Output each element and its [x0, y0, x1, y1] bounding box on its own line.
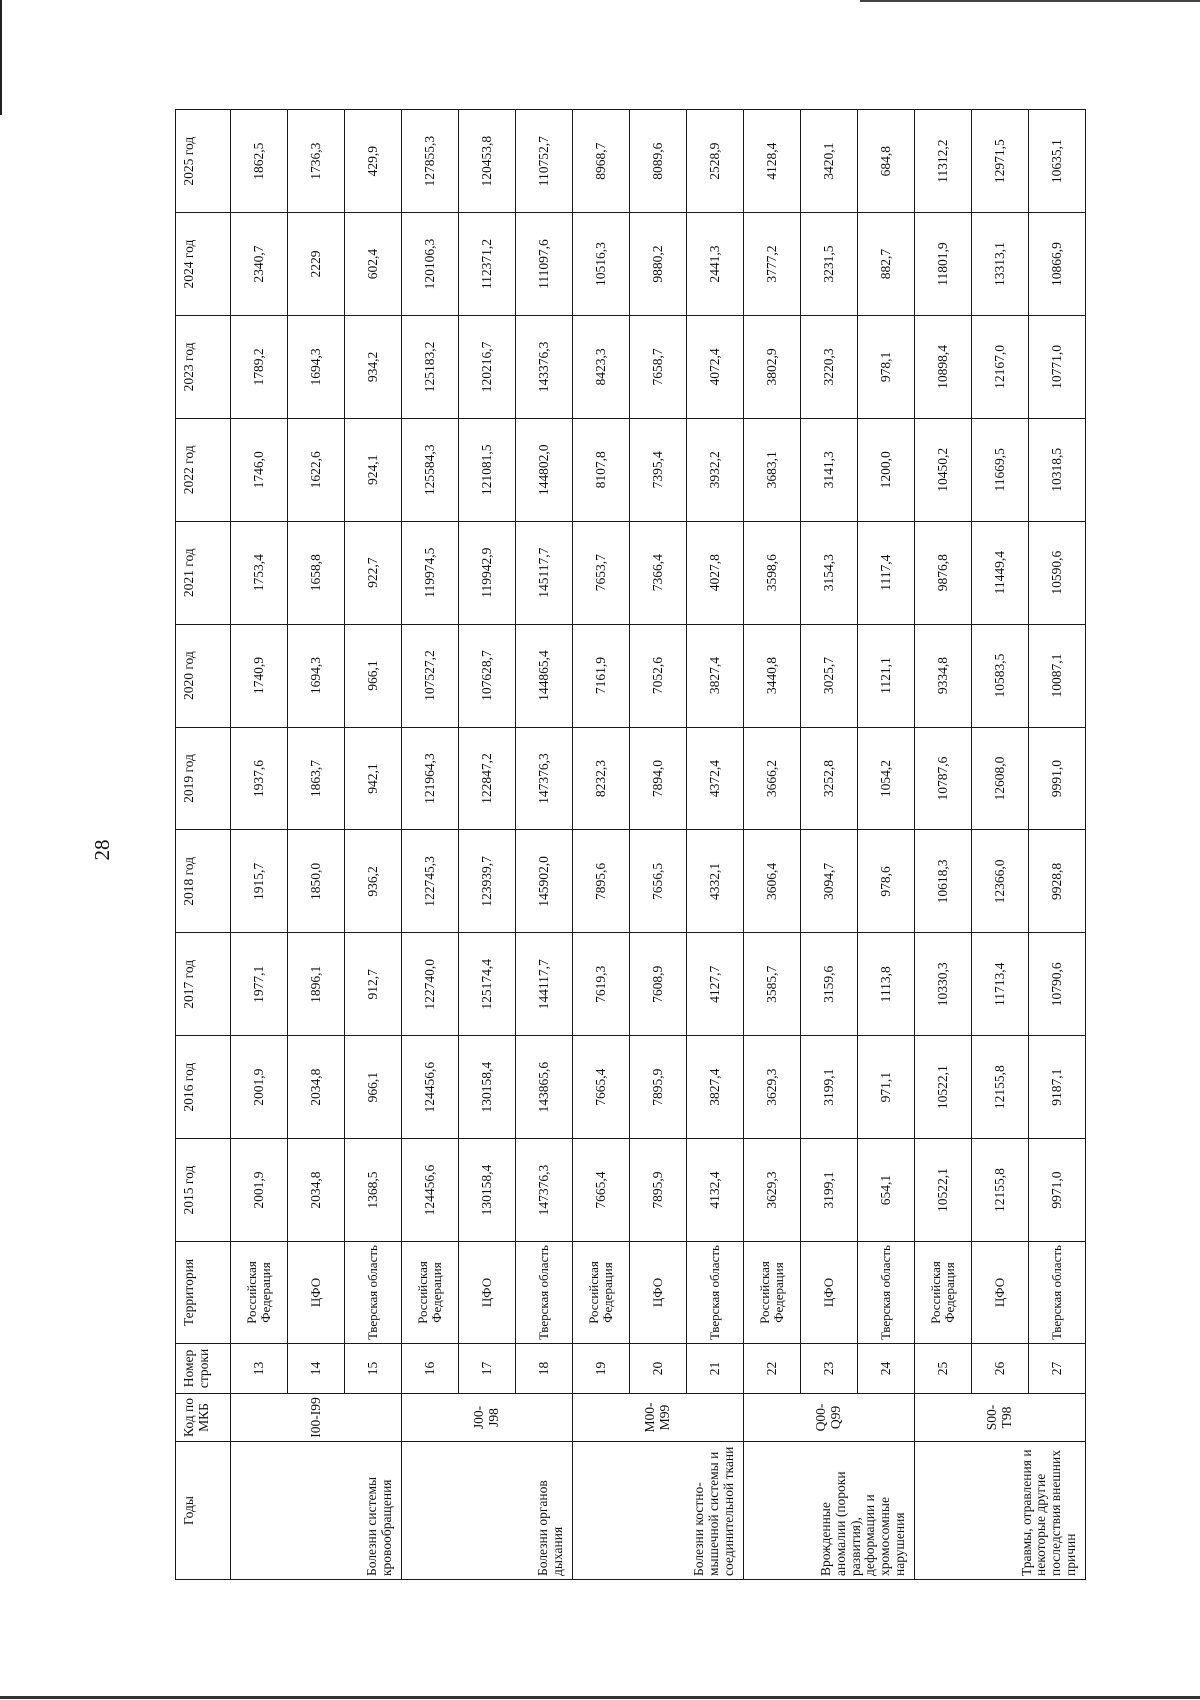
value-cell: 121081,5	[459, 418, 516, 521]
value-cell: 125183,2	[402, 315, 459, 418]
value-cell: 684,8	[858, 110, 915, 213]
value-cell: 7161,9	[573, 624, 630, 727]
value-cell: 10635,1	[1029, 110, 1086, 213]
disease-group-name: Болезни органов дыхания	[402, 1442, 573, 1580]
value-cell: 144865,4	[516, 624, 573, 727]
column-header: 2018 год	[176, 830, 231, 933]
value-cell: 942,1	[345, 727, 402, 830]
value-cell: 119942,9	[459, 521, 516, 624]
value-cell: 124456,6	[402, 1139, 459, 1242]
value-cell: 1658,8	[288, 521, 345, 624]
column-header: 2025 год	[176, 110, 231, 213]
territory: ЦФО	[630, 1242, 687, 1344]
value-cell: 12366,0	[972, 830, 1029, 933]
value-cell: 123939,7	[459, 830, 516, 933]
value-cell: 143865,6	[516, 1036, 573, 1139]
table-row	[402, 110, 459, 1580]
value-cell: 3629,3	[744, 1036, 801, 1139]
value-cell: 4072,4	[687, 315, 744, 418]
value-cell: 7619,3	[573, 933, 630, 1036]
value-cell: 1694,3	[288, 315, 345, 418]
value-cell: 9876,8	[915, 521, 972, 624]
line-number: 15	[345, 1344, 402, 1394]
scan-edge-bottom	[0, 1696, 1200, 1699]
territory: Российская Федерация	[573, 1242, 630, 1344]
value-cell: 4128,4	[744, 110, 801, 213]
value-cell: 3220,3	[801, 315, 858, 418]
value-cell: 10898,4	[915, 315, 972, 418]
value-cell: 8089,6	[630, 110, 687, 213]
value-cell: 120216,7	[459, 315, 516, 418]
value-cell: 145117,7	[516, 521, 573, 624]
table-row	[858, 110, 915, 1580]
value-cell: 147376,3	[516, 1139, 573, 1242]
value-cell: 8423,3	[573, 315, 630, 418]
value-cell: 10516,3	[573, 213, 630, 316]
value-cell: 7052,6	[630, 624, 687, 727]
value-cell: 7658,7	[630, 315, 687, 418]
value-cell: 147376,3	[516, 727, 573, 830]
value-cell: 1117,4	[858, 521, 915, 624]
value-cell: 4127,7	[687, 933, 744, 1036]
value-cell: 1113,8	[858, 933, 915, 1036]
disease-group-name: Болезни системы кровообращения	[231, 1442, 402, 1580]
icd-code: M00-M99	[573, 1394, 744, 1442]
value-cell: 12155,8	[972, 1139, 1029, 1242]
table-row	[1029, 110, 1086, 1580]
value-cell: 2034,8	[288, 1036, 345, 1139]
value-cell: 112371,2	[459, 213, 516, 316]
value-cell: 8107,8	[573, 418, 630, 521]
value-cell: 3802,9	[744, 315, 801, 418]
value-cell: 1915,7	[231, 830, 288, 933]
value-cell: 127855,3	[402, 110, 459, 213]
value-cell: 10618,3	[915, 830, 972, 933]
table-row	[345, 110, 402, 1580]
territory: Тверская область	[1029, 1242, 1086, 1344]
territory: Российская Федерация	[231, 1242, 288, 1344]
territory: ЦФО	[459, 1242, 516, 1344]
value-cell: 3585,7	[744, 933, 801, 1036]
line-number: 24	[858, 1344, 915, 1394]
value-cell: 12155,8	[972, 1036, 1029, 1139]
line-number: 21	[687, 1344, 744, 1394]
value-cell: 8232,3	[573, 727, 630, 830]
column-header: 2020 год	[176, 624, 231, 727]
value-cell: 143376,3	[516, 315, 573, 418]
value-cell: 1862,5	[231, 110, 288, 213]
table-row	[573, 110, 630, 1580]
icd-code: Q00-Q99	[744, 1394, 915, 1442]
territory: Тверская область	[687, 1242, 744, 1344]
value-cell: 3025,7	[801, 624, 858, 727]
value-cell: 3683,1	[744, 418, 801, 521]
column-header: 2024 год	[176, 213, 231, 316]
value-cell: 10866,9	[1029, 213, 1086, 316]
value-cell: 122847,2	[459, 727, 516, 830]
value-cell: 2340,7	[231, 213, 288, 316]
value-cell: 3154,3	[801, 521, 858, 624]
line-number: 20	[630, 1344, 687, 1394]
value-cell: 130158,4	[459, 1139, 516, 1242]
value-cell: 7895,9	[630, 1139, 687, 1242]
value-cell: 1622,6	[288, 418, 345, 521]
value-cell: 12971,5	[972, 110, 1029, 213]
value-cell: 3159,6	[801, 933, 858, 1036]
column-header: Территория	[176, 1242, 231, 1344]
table-header-row	[176, 110, 231, 1580]
value-cell: 978,1	[858, 315, 915, 418]
scan-edge-top	[860, 0, 1200, 2]
value-cell: 7665,4	[573, 1139, 630, 1242]
value-cell: 10522,1	[915, 1036, 972, 1139]
icd-code: I00-I99	[231, 1394, 402, 1442]
value-cell: 934,2	[345, 315, 402, 418]
line-number: 18	[516, 1344, 573, 1394]
disease-group-name: Травмы, отравления и некоторые другие последствия внешних причин	[915, 1442, 1086, 1580]
value-cell: 654,1	[858, 1139, 915, 1242]
table-body	[231, 110, 1086, 1580]
value-cell: 12608,0	[972, 727, 1029, 830]
value-cell: 7894,0	[630, 727, 687, 830]
territory: Тверская область	[858, 1242, 915, 1344]
value-cell: 110752,7	[516, 110, 573, 213]
value-cell: 602,4	[345, 213, 402, 316]
column-header: 2019 год	[176, 727, 231, 830]
line-number: 13	[231, 1344, 288, 1394]
value-cell: 3420,1	[801, 110, 858, 213]
territory: Российская Федерация	[402, 1242, 459, 1344]
value-cell: 7608,9	[630, 933, 687, 1036]
value-cell: 10087,1	[1029, 624, 1086, 727]
icd-code: J00-J98	[402, 1394, 573, 1442]
value-cell: 1121,1	[858, 624, 915, 727]
value-cell: 971,1	[858, 1036, 915, 1139]
value-cell: 107628,7	[459, 624, 516, 727]
value-cell: 145902,0	[516, 830, 573, 933]
line-number: 19	[573, 1344, 630, 1394]
column-header: 2017 год	[176, 933, 231, 1036]
value-cell: 1736,3	[288, 110, 345, 213]
morbidity-table-container	[175, 110, 1078, 1580]
table-row	[744, 110, 801, 1580]
value-cell: 125584,3	[402, 418, 459, 521]
value-cell: 122740,0	[402, 933, 459, 1036]
value-cell: 3777,2	[744, 213, 801, 316]
value-cell: 13313,1	[972, 213, 1029, 316]
value-cell: 10318,5	[1029, 418, 1086, 521]
value-cell: 7395,4	[630, 418, 687, 521]
value-cell: 9928,8	[1029, 830, 1086, 933]
territory: ЦФО	[801, 1242, 858, 1344]
value-cell: 7665,4	[573, 1036, 630, 1139]
territory: ЦФО	[288, 1242, 345, 1344]
value-cell: 3199,1	[801, 1139, 858, 1242]
value-cell: 7366,4	[630, 521, 687, 624]
line-number: 14	[288, 1344, 345, 1394]
value-cell: 11713,4	[972, 933, 1029, 1036]
value-cell: 120106,3	[402, 213, 459, 316]
scan-edge-left	[0, 0, 2, 115]
value-cell: 429,9	[345, 110, 402, 213]
value-cell: 2001,9	[231, 1139, 288, 1242]
value-cell: 120453,8	[459, 110, 516, 213]
table-row	[915, 110, 972, 1580]
line-number: 23	[801, 1344, 858, 1394]
table-row	[972, 110, 1029, 1580]
value-cell: 11449,4	[972, 521, 1029, 624]
value-cell: 3932,2	[687, 418, 744, 521]
value-cell: 7895,9	[630, 1036, 687, 1139]
value-cell: 3827,4	[687, 624, 744, 727]
value-cell: 912,7	[345, 933, 402, 1036]
table-row	[801, 110, 858, 1580]
value-cell: 3629,3	[744, 1139, 801, 1242]
value-cell: 3252,8	[801, 727, 858, 830]
morbidity-table	[175, 109, 1086, 1580]
value-cell: 7895,6	[573, 830, 630, 933]
line-number: 16	[402, 1344, 459, 1394]
value-cell: 144117,7	[516, 933, 573, 1036]
value-cell: 966,1	[345, 624, 402, 727]
value-cell: 10583,5	[972, 624, 1029, 727]
value-cell: 4372,4	[687, 727, 744, 830]
value-cell: 1863,7	[288, 727, 345, 830]
value-cell: 144802,0	[516, 418, 573, 521]
value-cell: 9991,0	[1029, 727, 1086, 830]
value-cell: 3666,2	[744, 727, 801, 830]
territory: Российская Федерация	[744, 1242, 801, 1344]
value-cell: 10522,1	[915, 1139, 972, 1242]
value-cell: 966,1	[345, 1036, 402, 1139]
value-cell: 130158,4	[459, 1036, 516, 1139]
value-cell: 1200,0	[858, 418, 915, 521]
territory: ЦФО	[972, 1242, 1029, 1344]
table-row	[630, 110, 687, 1580]
territory: Тверская область	[345, 1242, 402, 1344]
value-cell: 1753,4	[231, 521, 288, 624]
column-header: Код по МКБ	[176, 1394, 231, 1442]
value-cell: 11312,2	[915, 110, 972, 213]
value-cell: 3094,7	[801, 830, 858, 933]
value-cell: 1937,6	[231, 727, 288, 830]
value-cell: 936,2	[345, 830, 402, 933]
value-cell: 11801,9	[915, 213, 972, 316]
value-cell: 10450,2	[915, 418, 972, 521]
value-cell: 882,7	[858, 213, 915, 316]
territory: Российская Федерация	[915, 1242, 972, 1344]
value-cell: 121964,3	[402, 727, 459, 830]
value-cell: 9187,1	[1029, 1036, 1086, 1139]
table-row	[516, 110, 573, 1580]
line-number: 26	[972, 1344, 1029, 1394]
value-cell: 125174,4	[459, 933, 516, 1036]
line-number: 27	[1029, 1344, 1086, 1394]
value-cell: 4332,1	[687, 830, 744, 933]
table-row	[687, 110, 744, 1580]
value-cell: 2001,9	[231, 1036, 288, 1139]
value-cell: 124456,6	[402, 1036, 459, 1139]
value-cell: 1368,5	[345, 1139, 402, 1242]
value-cell: 9334,8	[915, 624, 972, 727]
value-cell: 9971,0	[1029, 1139, 1086, 1242]
column-header: Номер строки	[176, 1344, 231, 1394]
line-number: 25	[915, 1344, 972, 1394]
value-cell: 1746,0	[231, 418, 288, 521]
table-row	[288, 110, 345, 1580]
value-cell: 1896,1	[288, 933, 345, 1036]
territory: Тверская область	[516, 1242, 573, 1344]
value-cell: 8968,7	[573, 110, 630, 213]
table-row	[459, 110, 516, 1580]
value-cell: 1740,9	[231, 624, 288, 727]
value-cell: 107527,2	[402, 624, 459, 727]
value-cell: 2441,3	[687, 213, 744, 316]
value-cell: 3199,1	[801, 1036, 858, 1139]
value-cell: 7653,7	[573, 521, 630, 624]
value-cell: 3440,8	[744, 624, 801, 727]
value-cell: 1694,3	[288, 624, 345, 727]
value-cell: 2034,8	[288, 1139, 345, 1242]
column-header: 2021 год	[176, 521, 231, 624]
column-header: 2023 год	[176, 315, 231, 418]
line-number: 22	[744, 1344, 801, 1394]
column-header: 2015 год	[176, 1139, 231, 1242]
value-cell: 1977,1	[231, 933, 288, 1036]
line-number: 17	[459, 1344, 516, 1394]
value-cell: 11669,5	[972, 418, 1029, 521]
value-cell: 1054,2	[858, 727, 915, 830]
value-cell: 9880,2	[630, 213, 687, 316]
value-cell: 978,6	[858, 830, 915, 933]
value-cell: 4132,4	[687, 1139, 744, 1242]
value-cell: 10790,6	[1029, 933, 1086, 1036]
value-cell: 1789,2	[231, 315, 288, 418]
value-cell: 3598,6	[744, 521, 801, 624]
value-cell: 119974,5	[402, 521, 459, 624]
value-cell: 4027,8	[687, 521, 744, 624]
disease-group-name: Болезни костно-мышечной системы и соединительной ткани	[573, 1442, 744, 1580]
value-cell: 10787,6	[915, 727, 972, 830]
value-cell: 10771,0	[1029, 315, 1086, 418]
value-cell: 10590,6	[1029, 521, 1086, 624]
value-cell: 1850,0	[288, 830, 345, 933]
column-header: Годы	[176, 1442, 231, 1580]
column-header: 2016 год	[176, 1036, 231, 1139]
disease-group-name: Врожденные аномалии (пороки развития), деформации и хромосомные нарушения	[744, 1442, 915, 1580]
value-cell: 7656,5	[630, 830, 687, 933]
value-cell: 922,7	[345, 521, 402, 624]
value-cell: 2528,9	[687, 110, 744, 213]
value-cell: 10330,3	[915, 933, 972, 1036]
value-cell: 111097,6	[516, 213, 573, 316]
value-cell: 924,1	[345, 418, 402, 521]
icd-code: S00-T98	[915, 1394, 1086, 1442]
column-header: 2022 год	[176, 418, 231, 521]
value-cell: 3231,5	[801, 213, 858, 316]
value-cell: 2229	[288, 213, 345, 316]
page-number: 28	[89, 839, 114, 861]
table-row	[231, 110, 288, 1580]
value-cell: 3606,4	[744, 830, 801, 933]
value-cell: 122745,3	[402, 830, 459, 933]
value-cell: 3141,3	[801, 418, 858, 521]
value-cell: 12167,0	[972, 315, 1029, 418]
value-cell: 3827,4	[687, 1036, 744, 1139]
